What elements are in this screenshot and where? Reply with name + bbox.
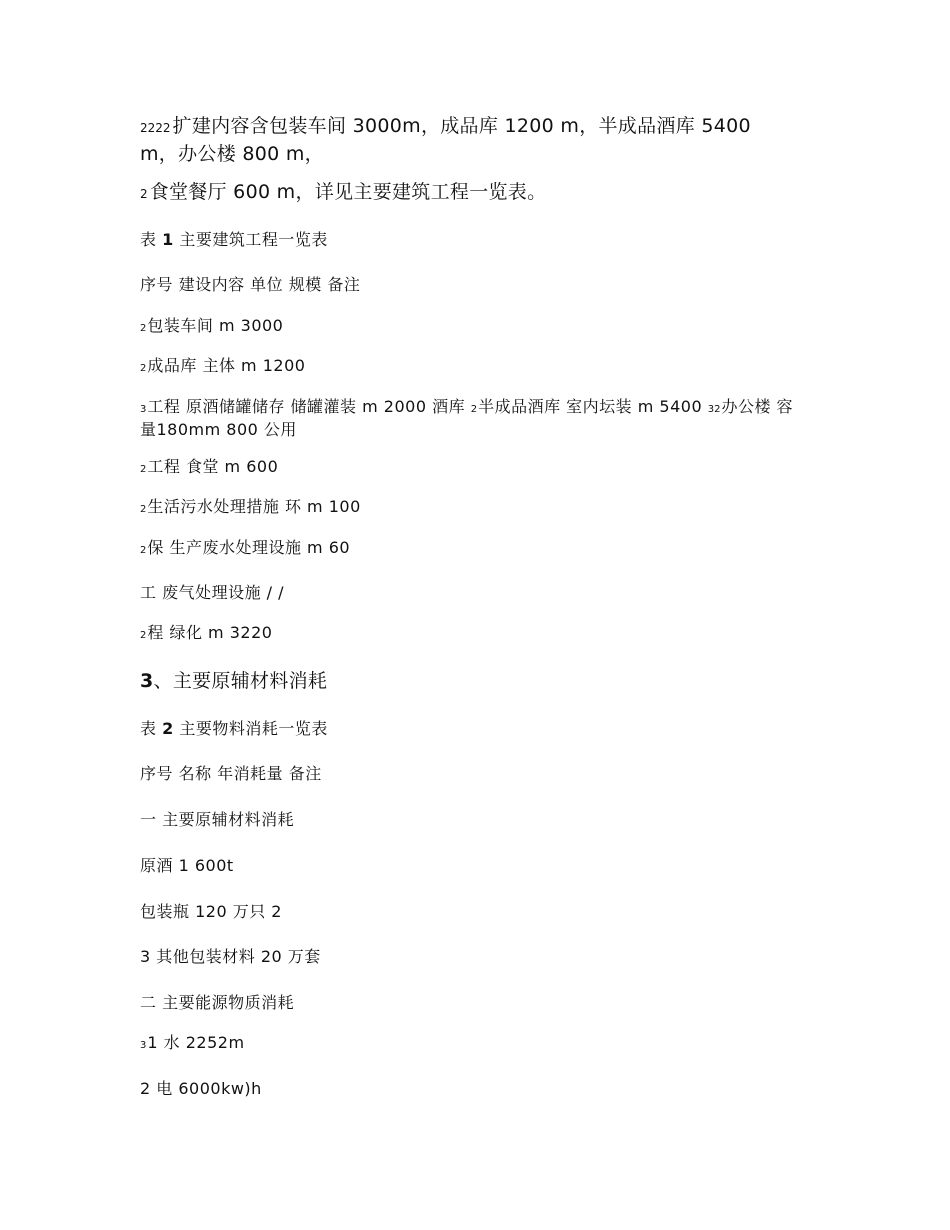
intro-text: 扩建内容含包装车间 3000m，成品库 1200 m，半成品酒库 5400 m，办公楼 800 m， bbox=[140, 115, 751, 165]
table2-caption: 表 2 主要物料消耗一览表 bbox=[140, 719, 328, 738]
table1-row: 2程 绿化 m 3220 bbox=[140, 623, 273, 642]
superscript: 2222 bbox=[140, 121, 171, 135]
table1-row: 2工程 食堂 m 600 bbox=[140, 457, 279, 476]
table2-row: 2 电 6000kw)h bbox=[140, 1079, 262, 1098]
table2-row: 原酒 1 600t bbox=[140, 856, 234, 875]
table1-row: 2生活污水处理措施 环 m 100 bbox=[140, 497, 361, 516]
table1-row: 2保 生产废水处理设施 m 60 bbox=[140, 538, 351, 557]
table2-group-heading: 一 主要原辅材料消耗 bbox=[140, 810, 295, 829]
table1-header: 序号 建设内容 单位 规模 备注 bbox=[140, 275, 361, 294]
intro-paragraph-line2 bbox=[140, 180, 805, 206]
table1-row: 工 废气处理设施 / / bbox=[140, 583, 285, 602]
intro-paragraph-line1 bbox=[140, 113, 790, 167]
section-heading: 3、主要原辅材料消耗 bbox=[140, 670, 328, 692]
table2-header: 序号 名称 年消耗量 备注 bbox=[140, 764, 322, 783]
table2-row: 31 水 2252m bbox=[140, 1033, 245, 1052]
table1-row: 2包装车间 m 3000 bbox=[140, 316, 284, 335]
superscript: 2 bbox=[140, 187, 148, 201]
table2-row: 包装瓶 120 万只 2 bbox=[140, 902, 282, 921]
table1-row: 3工程 原酒储罐储存 储罐灌装 m 2000 酒库 2半成品酒库 室内坛装 m 5400 32办公楼 容量180mm 800 公用 bbox=[140, 397, 794, 439]
table1-row: 2成品库 主体 m 1200 bbox=[140, 356, 306, 375]
table1-caption: 表 1 主要建筑工程一览表 bbox=[140, 230, 328, 249]
table2-group-heading: 二 主要能源物质消耗 bbox=[140, 993, 295, 1012]
intro-text: 食堂餐厅 600 m，详见主要建筑工程一览表。 bbox=[149, 181, 547, 203]
table2-row: 3 其他包装材料 20 万套 bbox=[140, 947, 321, 966]
